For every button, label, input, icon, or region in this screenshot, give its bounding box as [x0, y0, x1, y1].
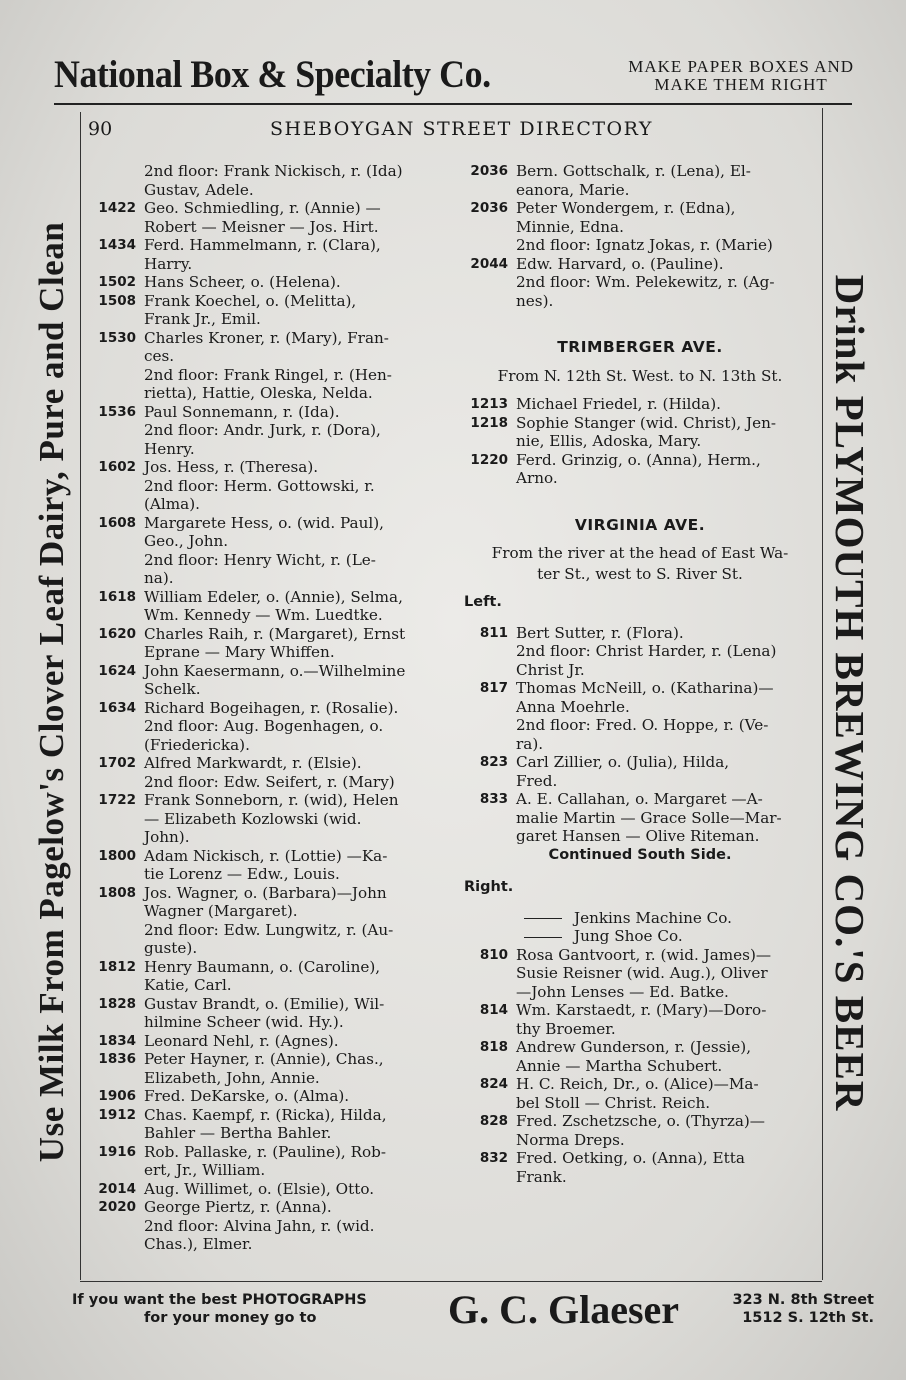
entry-text: [144, 588, 452, 625]
header-slogan-line1: MAKE PAPER BOXES AND: [628, 57, 854, 76]
entry-line: Bert Sutter, r. (Flora).: [516, 623, 684, 642]
directory-entry: [86, 1087, 452, 1106]
house-number: 811: [479, 624, 508, 641]
house-number: 818: [479, 1039, 508, 1055]
entry-line: William Edeler, o. (Annie), Selma,: [144, 587, 403, 606]
directory-entry: [86, 329, 452, 403]
house-number: 1906: [98, 1088, 136, 1104]
entry-line: Richard Bogeihagen, r. (Rosalie).: [144, 698, 399, 717]
entry-text: [516, 451, 822, 488]
directory-entry: [86, 958, 452, 995]
entry-line: 2nd floor: Fred. O. Hoppe, r. (Ve-: [516, 716, 769, 734]
directory-entry: [86, 662, 452, 699]
house-number: 1800: [98, 847, 136, 864]
directory-entry: [458, 395, 822, 414]
entry-text: [144, 273, 452, 292]
directory-entry: [86, 791, 452, 847]
house-number: 1220: [470, 451, 508, 468]
house-number: 1624: [98, 662, 136, 679]
dash-rule: [524, 918, 562, 919]
entry-line: —John Lenses — Ed. Batke.: [516, 982, 729, 1001]
entry-line: 2nd floor: Aug. Bogenhagen, o.: [144, 717, 384, 735]
directory-entry: [86, 1180, 452, 1199]
entry-line: — Elizabeth Kozlowski (wid.: [144, 809, 362, 828]
entry-line: nie, Ellis, Adoska, Mary.: [516, 432, 702, 450]
directory-entry: [86, 1032, 452, 1051]
trimberger-entries: [458, 395, 822, 488]
entry-text: [144, 1198, 452, 1254]
house-number: 1912: [98, 1106, 136, 1123]
entry-line: eanora, Marie.: [516, 180, 630, 199]
house-number: 1608: [98, 514, 136, 531]
entry-text: [144, 995, 452, 1032]
directory-entry: [458, 679, 822, 753]
entry-text: [144, 1106, 452, 1143]
entry-text: [516, 414, 822, 451]
entry-text: [516, 255, 822, 311]
entry-line: Bahler — Bertha Bahler.: [144, 1124, 332, 1142]
entry-text: [144, 514, 452, 588]
entry-text: [516, 1038, 822, 1075]
entry-line: 2nd floor: Ignatz Jokas, r. (Marie): [516, 236, 773, 254]
directory-entry: [458, 624, 822, 680]
entry-line: Fred.: [516, 771, 558, 790]
entry-text: [516, 1075, 822, 1112]
entry-line: 2nd floor: Henry Wicht, r. (Le-: [144, 550, 376, 569]
entry-line: Geo., John.: [144, 532, 229, 550]
house-number: 1530: [98, 329, 136, 346]
footer-address-1: 323 N. 8th Street: [732, 1292, 874, 1308]
entry-line: Bern. Gottschalk, r. (Lena), El-: [516, 162, 751, 180]
directory-entry: [86, 1143, 452, 1180]
house-number: 1508: [98, 292, 136, 309]
directory-entry: [458, 1075, 822, 1112]
entry-text: [516, 162, 822, 199]
house-number: 2036: [470, 200, 508, 216]
right-top-entries: [458, 162, 822, 310]
directory-entry: [86, 847, 452, 884]
entry-line: Peter Hayner, r. (Annie), Chas.,: [144, 1050, 384, 1068]
entry-line: Frank.: [516, 1167, 567, 1186]
street-range-trimberger: From N. 12th St. West. to N. 13th St.: [497, 366, 783, 385]
house-number: 1916: [98, 1143, 136, 1160]
entry-line: Thomas McNeill, o. (Katharina)—: [516, 679, 774, 697]
right-border-rule: [822, 108, 823, 1280]
house-number: 1213: [470, 396, 508, 412]
entry-line: tie Lorenz — Edw., Louis.: [144, 865, 340, 883]
dash-rule: [524, 937, 562, 938]
directory-entry: [86, 292, 452, 329]
entry-line: 2nd floor: Edw. Seifert, r. (Mary): [144, 772, 395, 791]
directory-entry: [458, 753, 822, 790]
entry-line: Wagner (Margaret).: [144, 902, 298, 920]
house-number: 1502: [98, 274, 136, 290]
footer-advert-text: [72, 1291, 367, 1327]
directory-entry: [458, 946, 822, 1002]
house-number: 1620: [98, 625, 136, 642]
house-number: 817: [479, 680, 508, 696]
footer-address-2: 1512 S. 12th St.: [742, 1310, 874, 1326]
entry-line: rietta), Hattie, Oleska, Nelda.: [144, 384, 373, 402]
entry-line: John).: [144, 828, 190, 846]
entry-text: [144, 162, 452, 199]
house-number: 1602: [98, 459, 136, 475]
footer-line1: If you want the best PHOTOGRAPHS: [72, 1292, 367, 1308]
entry-line: Annie — Martha Schubert.: [516, 1056, 723, 1075]
directory-entry: [86, 1050, 452, 1087]
entry-line: Katie, Carl.: [144, 976, 232, 994]
entry-line: nes).: [516, 291, 554, 310]
house-number: 1634: [98, 699, 136, 716]
left-border-rule: [80, 112, 81, 1280]
entry-line: Frank Koechel, o. (Melitta),: [144, 291, 357, 310]
entry-text: [516, 679, 822, 753]
house-number: 1828: [98, 995, 136, 1012]
continued-note: Continued South Side.: [548, 846, 732, 863]
entry-line: Fred. DeKarske, o. (Alma).: [144, 1087, 350, 1105]
entry-text: [144, 958, 452, 995]
page-number: 90: [88, 118, 113, 140]
header-company-name: National Box & Specialty Co.: [54, 53, 491, 96]
entry-line: 2nd floor: Christ Harder, r. (Lena): [516, 642, 777, 660]
directory-entry: [86, 199, 452, 236]
entry-text: [144, 199, 452, 236]
entry-line: Fred. Oetking, o. (Anna), Etta: [516, 1149, 745, 1167]
entry-text: [144, 884, 452, 958]
entry-line: Carl Zillier, o. (Julia), Hilda,: [516, 753, 730, 771]
entry-line: 2nd floor: Frank Nickisch, r. (Ida): [144, 162, 403, 180]
directory-entry: [458, 414, 822, 451]
entry-line: Henry.: [144, 439, 195, 458]
entry-line: [516, 927, 822, 946]
house-number: 833: [479, 791, 508, 807]
directory-entry: [86, 273, 452, 292]
house-number: 1812: [98, 958, 136, 975]
house-number: 1422: [98, 200, 136, 216]
house-number: [458, 909, 516, 928]
entry-line: thy Broemer.: [516, 1019, 616, 1038]
directory-entry: [86, 236, 452, 273]
house-number: 814: [479, 1002, 508, 1018]
entry-line-text: Jenkins Machine Co.: [574, 908, 732, 927]
entry-line: Wm. Kennedy — Wm. Luedtke.: [144, 606, 383, 624]
house-number: 1808: [98, 884, 136, 901]
house-number: [458, 927, 516, 946]
directory-entry: [458, 162, 822, 199]
directory-entry: [458, 255, 822, 311]
entry-text: [144, 1143, 452, 1180]
entry-line: Charles Raih, r. (Margaret), Ernst: [144, 624, 406, 643]
house-number: 2036: [470, 163, 508, 179]
entry-text: [516, 909, 822, 928]
house-number: 1434: [98, 237, 136, 253]
house-number: 2020: [98, 1199, 136, 1215]
house-number: 2014: [98, 1180, 136, 1197]
entry-line: Charles Kroner, r. (Mary), Fran-: [144, 328, 389, 347]
entry-line: Schelk.: [144, 680, 201, 698]
entry-line: Andrew Gunderson, r. (Jessie),: [516, 1038, 752, 1056]
directory-entry: [86, 1198, 452, 1254]
directory-entry: [86, 1106, 452, 1143]
directory-entry: [86, 995, 452, 1032]
entry-text: [516, 1001, 822, 1038]
house-number: 1702: [98, 755, 136, 771]
directory-entry: [86, 458, 452, 514]
entry-line: hilmine Scheer (wid. Hy.).: [144, 1013, 344, 1031]
entry-line: bel Stoll — Christ. Reich.: [516, 1093, 711, 1112]
directory-entry: [458, 927, 822, 946]
entry-line: Frank Jr., Emil.: [144, 310, 261, 328]
side-label-left: Left.: [464, 594, 502, 610]
entry-line: Rob. Pallaske, r. (Pauline), Rob-: [144, 1142, 386, 1161]
entry-text: [144, 1180, 452, 1199]
street-heading-trimberger: TRIMBERGER AVE.: [557, 338, 723, 356]
left-column: [86, 162, 452, 1254]
directory-entry: [86, 699, 452, 755]
entry-line: Norma Dreps.: [516, 1130, 625, 1149]
entry-text: [144, 847, 452, 884]
house-number: 823: [479, 754, 508, 770]
entry-text: [144, 1050, 452, 1087]
entry-text: [144, 458, 452, 514]
house-number: 1218: [470, 414, 508, 431]
directory-entry: [458, 199, 822, 255]
entry-line: Alfred Markwardt, r. (Elsie).: [144, 754, 362, 772]
left-margin-advertisement: [30, 112, 74, 1272]
directory-entry: [458, 1001, 822, 1038]
entry-text: [144, 1087, 452, 1106]
entry-line: Geo. Schmiedling, r. (Annie) —: [144, 199, 381, 217]
entry-text: [144, 625, 452, 662]
entry-line: 2nd floor: Herm. Gottowski, r.: [144, 476, 375, 495]
virginia-left-entries: [458, 624, 822, 846]
entry-line: Henry Baumann, o. (Caroline),: [144, 957, 381, 976]
entry-text: [516, 199, 822, 255]
entry-line: Jos. Hess, r. (Theresa).: [144, 458, 319, 476]
directory-entry: [458, 1149, 822, 1186]
street-range-virginia-line2: ter St., west to S. River St.: [537, 564, 743, 583]
entry-line: Harry.: [144, 254, 193, 273]
directory-entry: [458, 1112, 822, 1149]
entry-line: guste).: [144, 939, 198, 957]
entry-line: Paul Sonnemann, r. (Ida).: [144, 402, 340, 421]
directory-entry: [86, 162, 452, 199]
entry-line: Chas.), Elmer.: [144, 1235, 253, 1253]
entry-text: [144, 1032, 452, 1051]
house-number: 1536: [98, 403, 136, 420]
entry-line: 2nd floor: Wm. Pelekewitz, r. (Ag-: [516, 273, 775, 291]
spacer: [458, 488, 822, 504]
entry-line: Rosa Gantvoort, r. (wid. James)—: [516, 945, 772, 964]
entry-text: [516, 395, 822, 414]
entry-line: garet Hansen — Olive Riteman.: [516, 827, 760, 845]
entry-line: Arno.: [516, 469, 558, 487]
house-number: 1836: [98, 1051, 136, 1067]
entry-line-text: Jung Shoe Co.: [574, 927, 683, 945]
entry-line: Eprane — Mary Whiffen.: [144, 643, 335, 661]
header-slogan: [628, 58, 854, 94]
entry-text: [516, 753, 822, 790]
entry-line: George Piertz, r. (Anna).: [144, 1198, 332, 1216]
directory-entry: [86, 884, 452, 958]
footer-rule: [80, 1281, 822, 1282]
entry-line: Peter Wondergem, r. (Edna),: [516, 199, 736, 217]
entry-line: Sophie Stanger (wid. Christ), Jen-: [516, 413, 777, 432]
entry-text: [516, 624, 822, 680]
entry-line: Frank Sonneborn, r. (wid), Helen: [144, 791, 399, 809]
house-number: 832: [479, 1150, 508, 1166]
house-number: 1722: [98, 792, 136, 808]
entry-line: John Kaesermann, o.—Wilhelmine: [144, 661, 406, 680]
entry-text: [144, 329, 452, 403]
entry-line: Edw. Harvard, o. (Pauline).: [516, 254, 724, 273]
house-number: 828: [479, 1113, 508, 1129]
entry-line: malie Martin — Grace Solle—Mar-: [516, 808, 782, 827]
page-title: SHEBOYGAN STREET DIRECTORY: [270, 118, 653, 140]
entry-line: Robert — Meisner — Jos. Hirt.: [144, 217, 379, 236]
directory-entry: [86, 403, 452, 459]
entry-line: (Alma).: [144, 495, 200, 513]
left-ad-text: Use Milk From Pagelow's Clover Leaf Dairy, Pure and Clean: [32, 221, 71, 1163]
entry-line: Minnie, Edna.: [516, 217, 624, 236]
entry-line: Leonard Nehl, r. (Agnes).: [144, 1031, 339, 1050]
entry-line: Gustav Brandt, o. (Emilie), Wil-: [144, 994, 385, 1013]
entry-line: Chas. Kaempf, r. (Ricka), Hilda,: [144, 1105, 387, 1124]
entry-line: 2nd floor: Andr. Jurk, r. (Dora),: [144, 421, 381, 439]
side-label-right: Right.: [464, 879, 514, 895]
entry-line: Jos. Wagner, o. (Barbara)—John: [144, 883, 387, 902]
house-number: [86, 162, 144, 199]
entry-line: 2nd floor: Edw. Lungwitz, r. (Au-: [144, 920, 394, 939]
entry-line: Ferd. Grinzig, o. (Anna), Herm.,: [516, 450, 761, 469]
right-column: [458, 162, 822, 1186]
entry-line: [516, 909, 822, 928]
entry-line: Ferd. Hammelmann, r. (Clara),: [144, 236, 381, 254]
entry-text: [516, 1112, 822, 1149]
entry-line: ra).: [516, 734, 544, 753]
entry-text: [144, 236, 452, 273]
entry-line: Aug. Willimet, o. (Elsie), Otto.: [144, 1179, 375, 1198]
right-margin-advertisement: [826, 108, 874, 1278]
directory-entry: [86, 588, 452, 625]
entry-line: 2nd floor: Alvina Jahn, r. (wid.: [144, 1216, 375, 1235]
entry-text: [516, 1149, 822, 1186]
entry-line: Susie Reisner (wid. Aug.), Oliver: [516, 964, 768, 982]
entry-line: Wm. Karstaedt, r. (Mary)—Doro-: [516, 1001, 767, 1019]
virginia-right-entries: [458, 909, 822, 1187]
entry-line: Christ Jr.: [516, 660, 585, 679]
entry-line: H. C. Reich, Dr., o. (Alice)—Ma-: [516, 1075, 759, 1093]
directory-entry: [86, 514, 452, 588]
entry-line: na).: [144, 569, 174, 587]
entry-line: Elizabeth, John, Annie.: [144, 1068, 320, 1087]
entry-text: [516, 946, 822, 1002]
right-ad-text: Drink PLYMOUTH BREWING CO.'S BEER: [827, 274, 873, 1112]
entry-line: Fred. Zschetzsche, o. (Thyrza)—: [516, 1112, 765, 1130]
entry-text: [516, 927, 822, 946]
entry-text: [144, 791, 452, 847]
directory-entry: [458, 909, 822, 928]
entry-text: [144, 754, 452, 791]
entry-line: Gustav, Adele.: [144, 180, 254, 199]
entry-text: [516, 790, 822, 846]
footer-addresses: [704, 1291, 874, 1327]
house-number: 824: [479, 1076, 508, 1092]
house-number: 2044: [470, 255, 508, 272]
directory-entry: [86, 754, 452, 791]
header-advertisement: [54, 52, 854, 100]
entry-line: Hans Scheer, o. (Helena).: [144, 273, 341, 291]
house-number: 810: [479, 946, 508, 963]
entry-line: Michael Friedel, r. (Hilda).: [516, 395, 721, 413]
entry-text: [144, 292, 452, 329]
header-rule: [54, 103, 852, 105]
directory-entry: [458, 790, 822, 846]
header-slogan-line2: MAKE THEM RIGHT: [654, 75, 828, 94]
directory-entry: [458, 1038, 822, 1075]
spacer: [458, 310, 822, 326]
entry-line: Margarete Hess, o. (wid. Paul),: [144, 513, 384, 532]
entry-line: ert, Jr., William.: [144, 1161, 266, 1179]
directory-entry: [458, 451, 822, 488]
entry-text: [144, 699, 452, 755]
entry-text: [144, 662, 452, 699]
street-range-virginia-line1: From the river at the head of East Wa-: [491, 544, 789, 562]
house-number: 1618: [98, 588, 136, 605]
entry-line: ces.: [144, 347, 175, 365]
directory-entry: [86, 625, 452, 662]
entry-line: Anna Moehrle.: [516, 697, 630, 716]
entry-line: A. E. Callahan, o. Margaret —A-: [516, 790, 763, 808]
entry-line: (Friedericka).: [144, 735, 250, 754]
footer-studio-name: G. C. Glaeser: [448, 1287, 680, 1332]
entry-line: 2nd floor: Frank Ringel, r. (Hen-: [144, 365, 392, 384]
entry-line: Adam Nickisch, r. (Lottie) —Ka-: [144, 846, 388, 865]
house-number: 1834: [98, 1032, 136, 1049]
footer-line2: for your money go to: [144, 1310, 317, 1326]
entry-text: [144, 403, 452, 459]
street-heading-virginia: VIRGINIA AVE.: [574, 515, 706, 534]
